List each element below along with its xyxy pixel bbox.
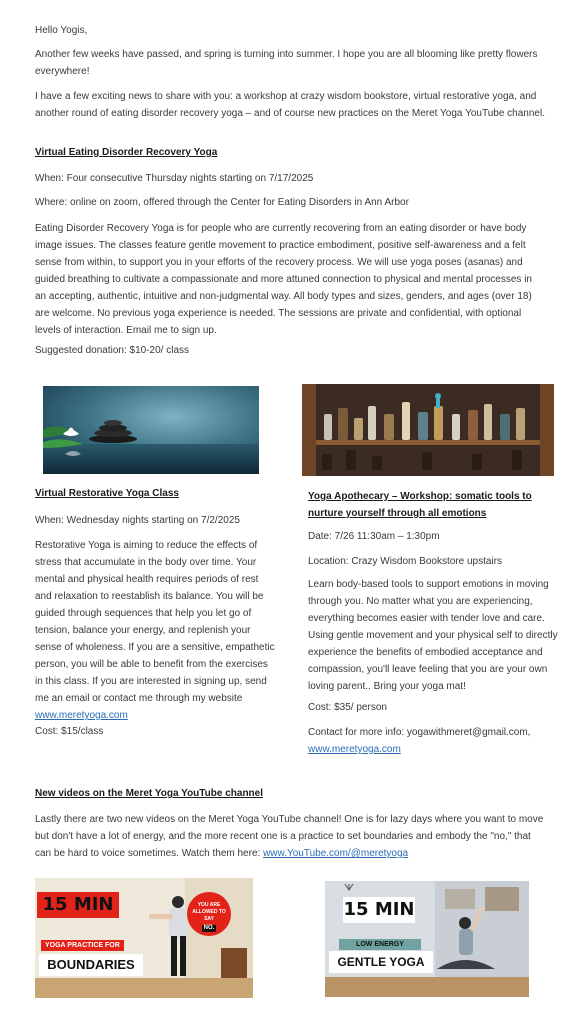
- youtube-channel-link[interactable]: www.YouTube.com/@meretyoga: [263, 848, 409, 859]
- video-thumbnail-gentle-yoga[interactable]: [325, 881, 529, 997]
- boundaries-title: BOUNDARIES: [39, 954, 143, 976]
- apothecary-location: Location: Crazy Wisdom Bookstore upstairs: [308, 556, 502, 567]
- youtube-description: [35, 811, 545, 862]
- restorative-description: [35, 537, 275, 724]
- restorative-title: Virtual Restorative Yoga Class: [35, 488, 179, 499]
- apothecary-contact-text: Contact for more info: yogawithmeret@gmail.com,: [308, 727, 531, 738]
- edry-donation: Suggested donation: $10-20/ class: [35, 345, 189, 356]
- apothecary-title: Yoga Apothecary – Workshop: somatic tools to nurture yourself through all emotions: [308, 491, 532, 519]
- restorative-description-text: Restorative Yoga is aiming to reduce the effects of stress that accumulate in the body over time. Your mental and physical health requires periods of rest and relaxation to reestablish its balance. You will be guided through sequences that help you let go of tension, balance your energy, and replenish your sense of wholeness. If you are a sensitive, empathetic person, you will be able to benefit from the exercises in this class. If you are interested in signing up, send me an email or contact me through my website: [35, 540, 275, 704]
- boundaries-minutes-label: 15 MIN: [37, 892, 119, 918]
- apothecary-description: Learn body-based tools to support emotions in moving through you. No matter what you are experiencing, everything becomes easier with tender love and care. Using gentle movement and your physical self to directly experience the benefits of embodied acceptance and compassion, you'll leave feeling that you are your own loving parent.. Bring your yoga mat!: [308, 579, 558, 692]
- gentle-minutes-label: 15 MIN: [343, 897, 415, 923]
- zen-stones-lotus-image: [43, 386, 259, 474]
- restorative-website-link[interactable]: www.meretyoga.com: [35, 710, 128, 721]
- edry-where: Where: online on zoom, offered through the Center for Eating Disorders in Ann Arbor: [35, 197, 409, 208]
- intro-paragraph-2: I have a few exciting news to share with you: a workshop at crazy wisdom bookstore, virtual restorative yoga, and another round of eating disorder recovery yoga – and of course new practices on the Meret Yoga YouTube channel.: [35, 91, 545, 119]
- apothecary-contact: [308, 724, 558, 758]
- gentle-subtitle: LOW ENERGY: [339, 939, 421, 950]
- apothecary-cost: Cost: $35/ person: [308, 702, 387, 713]
- apothecary-website-link[interactable]: www.meretyoga.com: [308, 744, 401, 755]
- edry-description: Eating Disorder Recovery Yoga is for people who are currently recovering from an eating disorder or have body image issues. The classes feature gentle movement to practice embodiment, positive self-awareness and a felt sense from within, to support you in your efforts of the recovery process. We will use yoga poses (asanas) and guided breathing to cultivate a compassionate and more attuned connection to physical and mental processes in an accepting, authentic, intuitive and non-judgmental way. All body types and sizes, genders, and ages (over 18) are welcome. No previous yoga experience is needed. The sessions are private and confidential, with optional levels of interaction. Email me to sign up.: [35, 223, 532, 336]
- youtube-title: New videos on the Meret Yoga YouTube channel: [35, 788, 264, 799]
- edry-when: When: Four consecutive Thursday nights starting on 7/17/2025: [35, 173, 314, 184]
- restorative-when: When: Wednesday nights starting on 7/2/2025: [35, 515, 240, 526]
- apothecary-shelf-image: [302, 384, 554, 476]
- allowed-to-say-no-badge: [187, 892, 231, 936]
- badge-no: NO.: [203, 925, 215, 931]
- badge-text: YOU ARE ALLOWED TO SAY: [192, 902, 226, 922]
- gentle-title: GENTLE YOGA: [329, 951, 433, 973]
- edry-title: Virtual Eating Disorder Recovery Yoga: [35, 147, 218, 158]
- youtube-description-text: Lastly there are two new videos on the Meret Yoga YouTube channel! One is for lazy days where you want to move but don't have a lot of energy, and the more recent one is a practice to set boundaries and embody the "no," that can be hard to voice sometimes. Watch them here:: [35, 814, 544, 859]
- boundaries-subtitle: YOGA PRACTICE FOR: [41, 940, 124, 951]
- apothecary-date: Date: 7/26 11:30am – 1:30pm: [308, 531, 440, 542]
- video-thumbnail-boundaries[interactable]: [35, 878, 253, 998]
- greeting: Hello Yogis,: [35, 25, 88, 36]
- restorative-cost: Cost: $15/class: [35, 726, 104, 737]
- intro-paragraph-1: Another few weeks have passed, and spring is turning into summer. I hope you are all blooming like pretty flowers everywhere!: [35, 49, 538, 77]
